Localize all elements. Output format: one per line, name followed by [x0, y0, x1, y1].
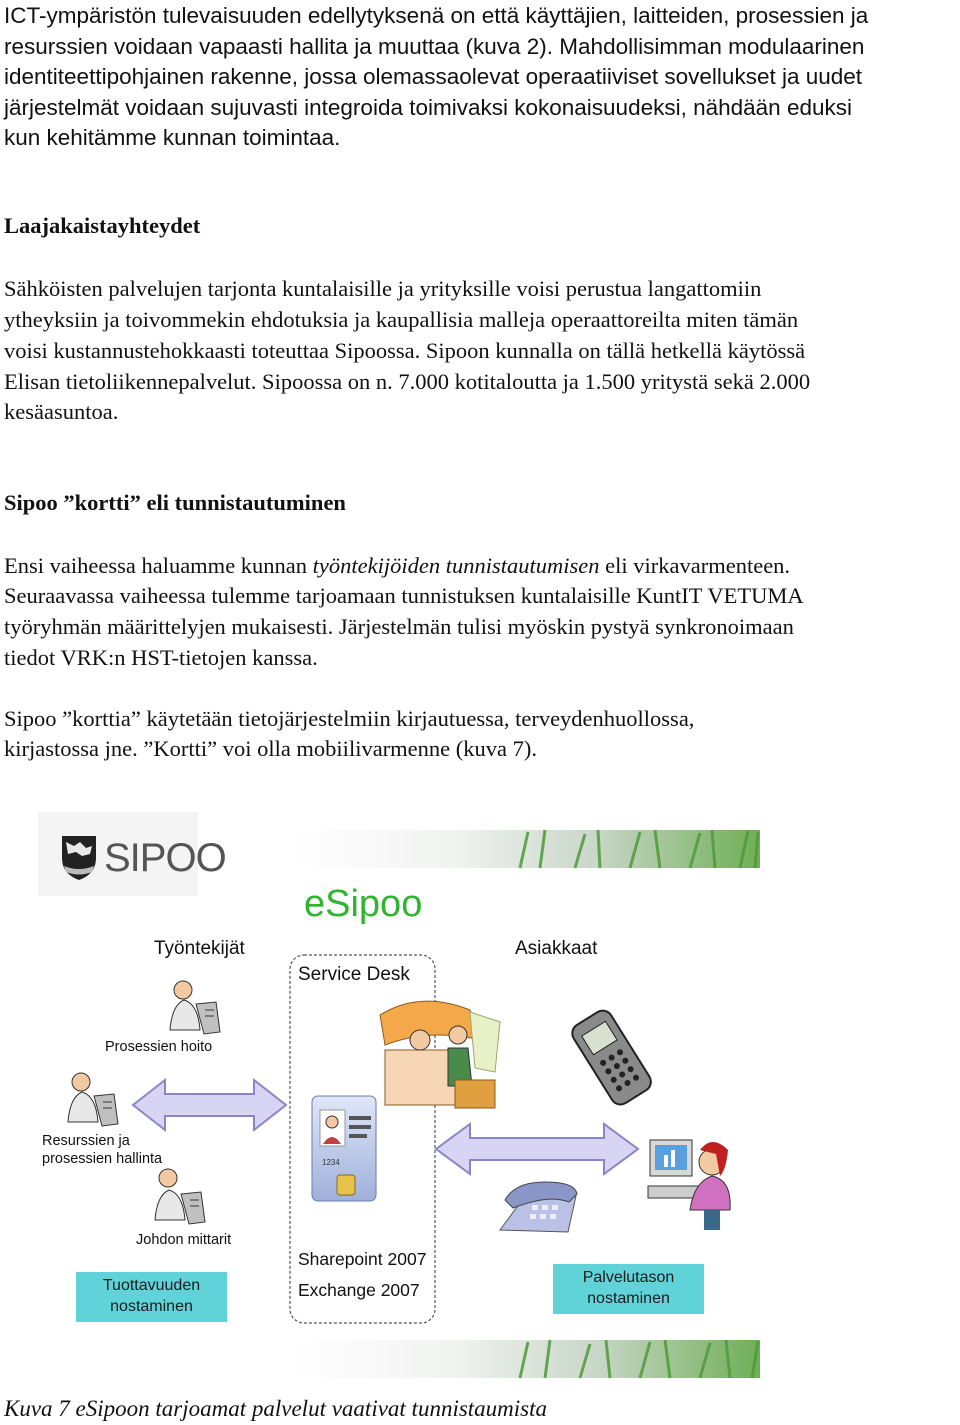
worker-icon — [68, 1073, 118, 1126]
management-metrics-label: Johdon mittarit — [136, 1232, 232, 1248]
worker-icon — [170, 981, 220, 1034]
resources-label-line: prosessien hallinta — [42, 1151, 163, 1167]
id-card-icon — [312, 1096, 376, 1201]
resources-label-line: Resurssien ja — [42, 1133, 130, 1149]
grass-banner-bottom — [290, 1340, 760, 1378]
section-heading-broadband: Laajakaistayhteydet — [4, 213, 201, 238]
intro-line: järjestelmät voidaan sujuvasti integroida toimivaksi kokonaisuudeksi, nähdään eduksi — [4, 95, 852, 120]
paragraph-line: ytheyksiin ja toivommekin ehdotuksia ja kaupallisia malleja operaattoreilta miten tämän — [4, 307, 799, 332]
process-mgmt-label: Prosessien hoito — [105, 1039, 213, 1055]
paragraph-line: Sipoo ”korttia” käytetään tietojärjestelmiin kirjautuessa, terveydenhuollossa, — [4, 706, 695, 731]
emphasis-text: työntekijöiden tunnistautumisen — [312, 553, 600, 578]
paragraph-line: kirjastossa jne. ”Kortti” voi olla mobiilivarmenne (kuva 7). — [4, 736, 537, 761]
service-level-line: nostaminen — [587, 1290, 670, 1307]
employees-label: Työntekijät — [154, 938, 245, 959]
card-number: 1234 — [322, 1158, 340, 1167]
service-level-box — [553, 1264, 704, 1314]
esipoo-title: eSipoo — [304, 883, 423, 925]
intro-line: kun kehitämme kunnan toimintaa. — [4, 125, 341, 150]
resources-label — [42, 1132, 162, 1168]
paragraph-line: Elisan tietoliikennepalvelut. Sipoossa on n. 7.000 kotitaloutta ja 1.500 yritystä sekä 2.000 — [4, 369, 811, 394]
sipoo-logo-text: SIPOO — [104, 836, 226, 880]
paragraph-line: kesäasuntoa. — [4, 399, 119, 424]
customers-label: Asiakkaat — [515, 938, 598, 959]
intro-line: ICT-ympäristön tulevaisuuden edellytyksenä on että käyttäjien, laitteiden, prosessien ja — [4, 3, 869, 28]
service-desk-icon — [380, 1001, 500, 1108]
exchange-label: Exchange 2007 — [298, 1280, 420, 1300]
text-run: Ensi vaiheessa haluamme kunnan — [4, 553, 313, 578]
service-level-line: Palvelutason — [582, 1269, 675, 1286]
paragraph-line: Sähköisten palvelujen tarjonta kuntalaisille ja yrityksille voisi perustua langattomiin — [4, 276, 762, 301]
computer-user-icon — [648, 1140, 730, 1230]
productivity-box — [76, 1272, 227, 1322]
desk-phone-icon — [500, 1182, 577, 1232]
grass-banner-top — [290, 830, 760, 868]
paragraph-line: Seuraavassa vaiheessa tulemme tarjoamaan tunnistuksen kuntalaisille KuntIT VETUMA — [4, 583, 804, 608]
sharepoint-label: Sharepoint 2007 — [298, 1249, 427, 1269]
section-heading-card: Sipoo ”kortti” eli tunnistautuminen — [4, 490, 346, 515]
double-arrow-left — [133, 1080, 286, 1130]
productivity-line: nostaminen — [110, 1298, 193, 1315]
figure-caption: Kuva 7 eSipoon tarjoamat palvelut vaativat tunnistaumista — [4, 1396, 548, 1421]
intro-line: resurssien voidaan vapaasti hallita ja muuttaa (kuva 2). Mahdollisimman modulaarinen — [4, 34, 865, 59]
productivity-line: Tuottavuuden — [102, 1277, 201, 1294]
service-desk-label: Service Desk — [298, 964, 410, 985]
mobile-phone-icon — [569, 1007, 655, 1108]
worker-icon — [155, 1169, 205, 1224]
paragraph-line: työryhmän määrittelyjen mukaisesti. Järjestelmän tulisi myöskin pystyä synkronoimaan — [4, 614, 794, 639]
paragraph-line: tiedot VRK:n HST-tietojen kanssa. — [4, 645, 318, 670]
text-run: eli virkavarmenteen. — [599, 553, 791, 578]
intro-line: identiteettipohjainen rakenne, jossa olemassaolevat operaatiiviset sovellukset ja uudet — [4, 64, 863, 89]
paragraph-line: voisi kustannustehokkaasti toteuttaa Sipoossa. Sipoon kunnalla on tällä hetkellä käytössä — [4, 338, 806, 363]
double-arrow-right — [436, 1124, 638, 1174]
